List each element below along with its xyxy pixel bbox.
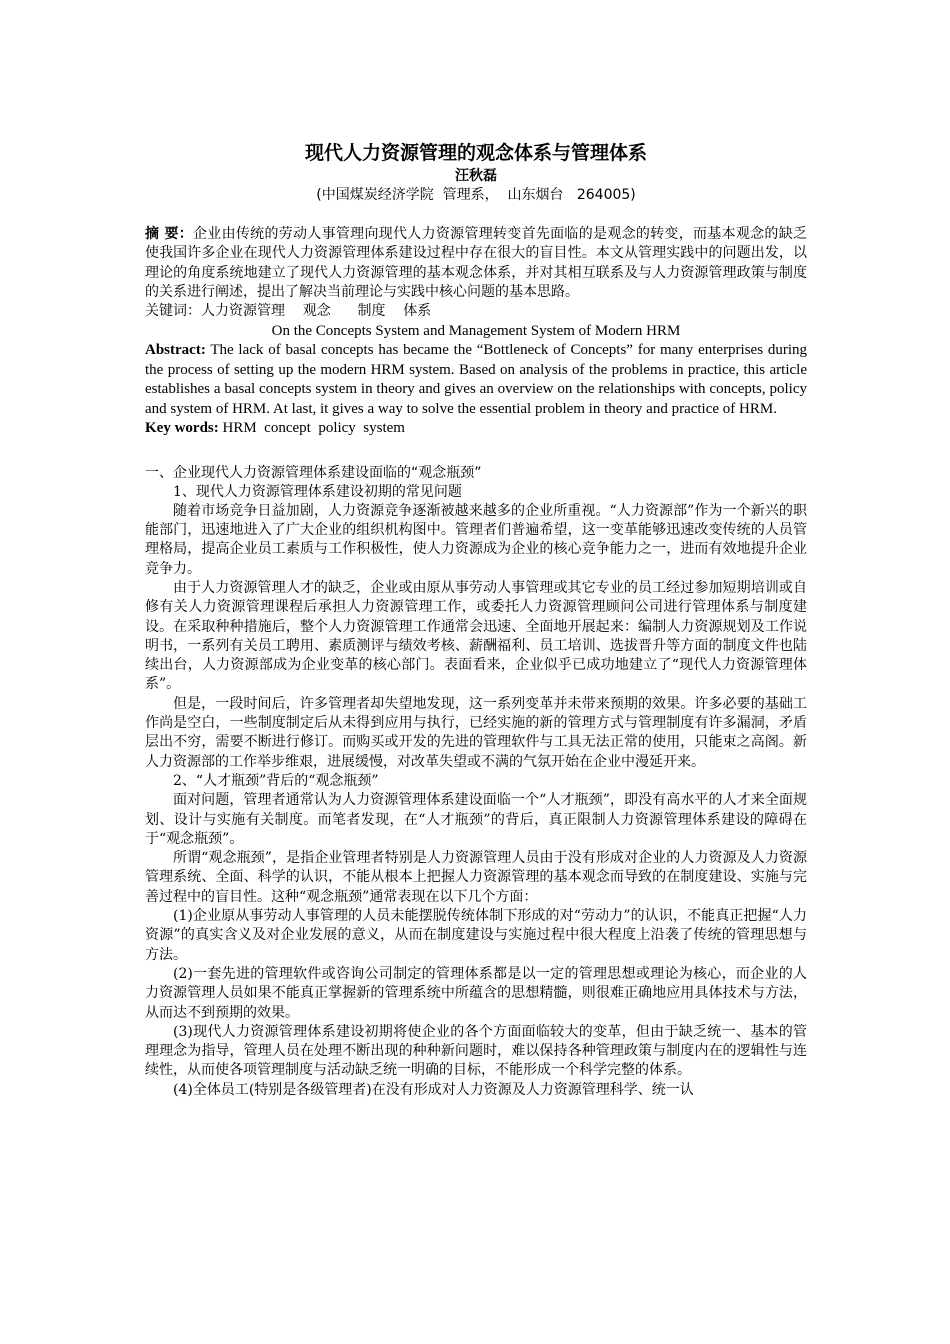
list-item: (2)一套先进的管理软件或咨询公司制定的管理体系都是以一定的管理思想或理论为核心，而企业的人力资源管理人员如果不能真正掌握新的管理系统中所蕴含的思想精髓，则很难正确地应用具体技术与方法，从而达不到预期的效果。 [145, 965, 807, 1021]
paper-title: 现代人力资源管理的观念体系与管理体系 [304, 142, 647, 164]
list-item: (4)全体员工(特别是各级管理者)在没有形成对人力资源及人力资源管理科学、统一认 [173, 1081, 694, 1098]
paragraph: 随着市场竞争日益加剧，人力资源竞争逐渐被越来越多的企业所重视。“人力资源部”作为一个新兴的职能部门，迅速地进入了广大企业的组织机构图中。管理者们普遍希望，这一变革能够迅速改变传统的人员管理格局，提高企业员工素质与工作积极性，使人力资源成为企业的核心竞争能力之一，进而有效地提升企业竞争力。 [145, 502, 807, 577]
paragraph: 由于人力资源管理人才的缺乏，企业或由原从事劳动人事管理或其它专业的员工经过参加短期培训或自修有关人力资源管理课程后承担人力资源管理工作，或委托人力资源管理顾问公司进行管理体系与制度建设。在采取种种措施后，整个人力资源管理工作通常会迅速、全面地开展起来：编制人力资源规划及工作说明书，一系列有关员工聘用、素质测评与绩效考核、薪酬福利、员工培训、选拔晋升等方面的制度文件也陆续出台，人力资源部成为企业变革的核心部门。表面看来，企业似乎已成功地建立了“现代人力资源管理体系”。 [145, 580, 807, 693]
english-title: On the Concepts System and Management System of Modern HRM [271, 323, 681, 340]
paragraph: 但是，一段时间后，许多管理者却失望地发现，这一系列变革并未带来预期的效果。许多必要的基础工作尚是空白，一些制度制定后从未得到应用与执行，已经实施的新的管理方式与管理制度有许多漏洞，矛盾层出不穷，需要不断进行修订。而购买或开发的先进的管理软件与工具无法正常的使用，只能束之高阁。新人力资源部的工作举步维艰，进展缓慢，对改革失望或不满的气氛开始在企业中漫延开来。 [145, 695, 807, 770]
section-1-heading: 一、企业现代人力资源管理体系建设面临的“观念瓶颈” [145, 464, 482, 481]
keywords-cn: 关键词：人力资源管理 观念 制度 体系 [145, 303, 432, 320]
paper-page [145, 140, 807, 1100]
list-item: (3)现代人力资源管理体系建设初期将使企业的各个方面面临较大的变革，但由于缺乏统一、基本的管理理念为指导，管理人员在处理不断出现的种种新问题时，难以保持各种管理政策与制度内在的逻辑性与连续性，从而使各项管理制度与活动缺乏统一明确的目标，不能形成一个科学完整的体系。 [145, 1023, 807, 1079]
abstract-cn-text: 企业由传统的劳动人事管理向现代人力资源管理转变首先面临的是观念的转变，而基本观念的缺乏使我国许多企业在现代人力资源管理体系建设过程中存在很大的盲目性。本文从管理实践中的问题出发，以理论的角度系统地建立了现代人力资源管理的基本观念体系，并对其相互联系及与人力资源管理政策与制度的关系进行阐述，提出了解决当前理论与实践中核心问题的基本思路。 [145, 226, 807, 300]
author-affiliation: (中国煤炭经济学院 管理系， 山东烟台 264005) [316, 187, 636, 203]
keywords-en [145, 419, 807, 438]
author-name: 汪秋磊 [455, 168, 497, 184]
list-item: (1)企业原从事劳动人事管理的人员未能摆脱传统体制下形成的对“劳动力”的认识，不能真正把握“人力资源”的真实含义及对企业发展的意义，从而在制度建设与实施过程中很大程度上沿袭了传统的管理思想与方法。 [145, 908, 807, 963]
paragraph: 所谓“观念瓶颈”，是指企业管理者特别是人力资源管理人员由于没有形成对企业的人力资源及人力资源管理系统、全面、科学的认识，不能从根本上把握人力资源管理的基本观念而导致的在制度建设、实施与完善过程中的盲目性。这种“观念瓶颈”通常表现在以下几个方面： [145, 850, 807, 905]
subsection-1-heading: 1、现代人力资源管理体系建设初期的常见问题 [173, 483, 462, 500]
abstract-en-label: Abstract: [145, 342, 206, 359]
abstract-cn [145, 225, 807, 302]
keywords-en-text: HRM concept policy system [218, 420, 405, 437]
abstract-en [145, 341, 807, 419]
keywords-en-label: Key words: [145, 420, 219, 437]
paragraph: 面对问题，管理者通常认为人力资源管理体系建设面临一个“人才瓶颈”，即没有高水平的人才来全面规划、设计与实施有关制度。而笔者发现，在“人才瓶颈”的背后，真正限制人力资源管理体系建设的障碍在于“观念瓶颈”。 [145, 792, 807, 847]
subsection-2-heading: 2、“人才瓶颈”背后的“观念瓶颈” [173, 772, 379, 789]
abstract-en-text: The lack of basal concepts has became the “Bottleneck of Concepts” for many enterprises during the process of setting up the modern HRM system. Based on analysis of the problems in practice, this article establishes a basal concepts system in theory and gives an overview on the relationships with concepts, policy and system of HRM. At last, it gives a way to solve the essential problem in theory and practice of HRM. [145, 342, 807, 417]
abstract-cn-label: 摘 要： [145, 226, 194, 242]
